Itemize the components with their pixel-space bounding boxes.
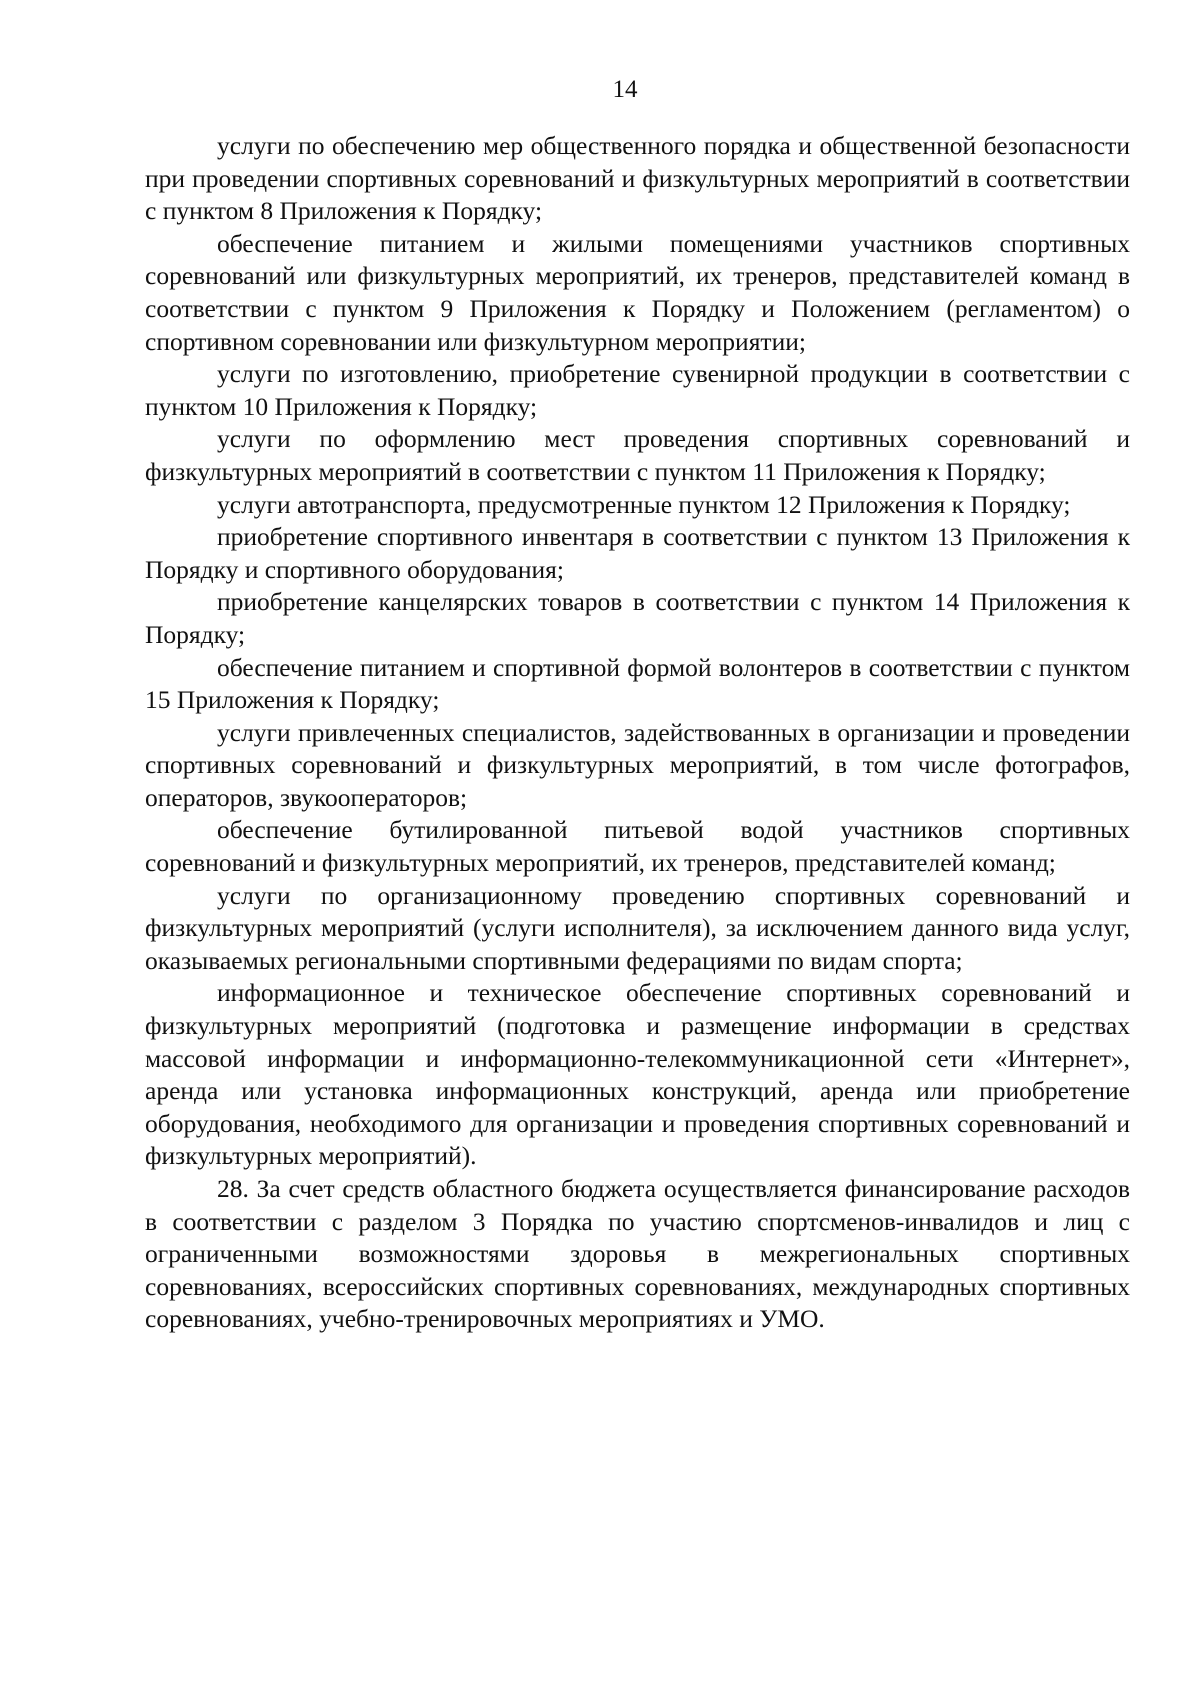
paragraph-specialists: услуги привлеченных специалистов, задействованных в организации и проведении спортивных соревнований и физкультурных мероприятий, в том числе фотографов, операторов, звукооператоров; <box>145 717 1130 812</box>
paragraph-volunteers: обеспечение питанием и спортивной формой волонтеров в соответствии с пунктом 15 Приложения к Порядку; <box>145 652 1130 715</box>
paragraph-security-services: услуги по обеспечению мер общественного порядка и общественной безопасности при проведении спортивных соревнований и физкультурных мероприятий в соответствии с пунктом 8 Приложения к Порядку; <box>145 131 1130 226</box>
paragraph-souvenirs: услуги по изготовлению, приобретение сувенирной продукции в соответствии с пунктом 10 Приложения к Порядку; <box>145 359 1130 421</box>
paragraph-bottled-water: обеспечение бутилированной питьевой водой участников спортивных соревнований и физкультурных мероприятий, их тренеров, представителей команд; <box>145 815 1130 878</box>
page-number: 14 <box>612 76 638 103</box>
paragraph-information-support: информационное и техническое обеспечение спортивных соревнований и физкультурных мероприятий (подготовка и размещение информации в средствах массовой информации и информационно-телекоммуникационной сети «Интернет», аренда или установка информационных конструкций, аренда или приобретение оборудования, необходимого для организации и проведения спортивных соревнований и физкультурных мероприятий). <box>145 978 1130 1171</box>
paragraph-venue-decoration: услуги по оформлению мест проведения спортивных соревнований и физкультурных мероприятий в соответствии с пунктом 11 Приложения к Порядку; <box>145 424 1130 486</box>
paragraph-sports-equipment: приобретение спортивного инвентаря в соответствии с пунктом 13 Приложения к Порядку и спортивного оборудования; <box>145 522 1130 584</box>
document-body <box>145 130 1130 1336</box>
paragraph-motor-transport: услуги автотранспорта, предусмотренные пунктом 12 Приложения к Порядку; <box>217 489 1071 519</box>
paragraph-organizational-services: услуги по организационному проведению спортивных соревнований и физкультурных мероприятий (услуги исполнителя), за исключением данного вида услуг, оказываемых региональными спортивными федерациями по видам спорта; <box>145 880 1130 975</box>
paragraph-food-housing: обеспечение питанием и жилыми помещениями участников спортивных соревнований или физкультурных мероприятий, их тренеров, представителей команд в соответствии с пунктом 9 Приложения к Порядку и Положением (регламентом) о спортивном соревновании или физкультурном мероприятии; <box>145 228 1130 356</box>
paragraph-stationery: приобретение канцелярских товаров в соответствии с пунктом 14 Приложения к Порядку; <box>145 587 1130 649</box>
paragraph-item-28: 28. За счет средств областного бюджета осуществляется финансирование расходов в соответствии с разделом 3 Порядка по участию спортсменов-инвалидов и лиц с ограниченными возможностями здоровья в межрегиональных спортивных соревнованиях, всероссийских спортивных соревнованиях, международных спортивных соревнованиях, учебно-тренировочных мероприятиях и УМО. <box>145 1174 1130 1334</box>
